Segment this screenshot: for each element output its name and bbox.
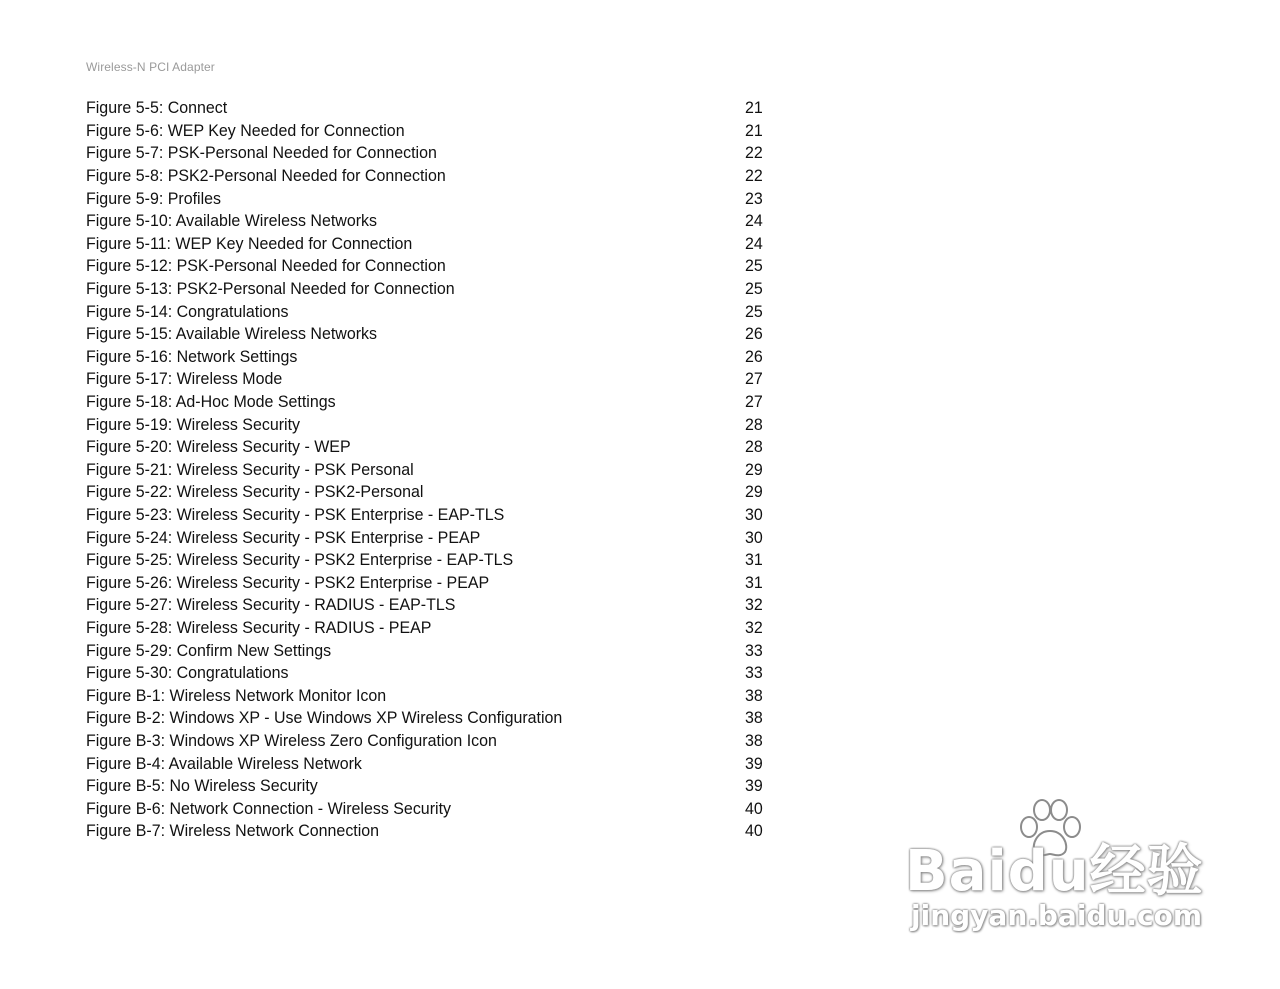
figure-page-number: 24 [745,233,763,253]
figure-entry [86,120,763,143]
figure-title: Figure 5-26: Wireless Security - PSK2 Enterprise - PEAP [86,572,490,592]
figure-title: Figure 5-22: Wireless Security - PSK2-Personal [86,482,424,502]
figure-page-number: 28 [745,437,763,457]
figure-entry [86,684,763,707]
figure-title: Figure B-5: No Wireless Security [86,776,318,796]
figure-page-number: 28 [745,414,763,434]
figure-page-number: 38 [745,685,763,705]
figure-page-number: 33 [745,663,763,683]
figure-entry [86,278,763,301]
figure-title: Figure B-2: Windows XP - Use Windows XP Wireless Configuration [86,708,563,728]
figure-page-number: 39 [745,776,763,796]
watermark-brand: Baidu经验 [905,839,1204,904]
figure-page-number: 25 [745,301,763,321]
figure-page-number: 22 [745,143,763,163]
figure-page-number: 27 [745,392,763,412]
figure-entry [86,639,763,662]
figure-title: Figure 5-21: Wireless Security - PSK Personal [86,459,414,479]
figure-page-number: 31 [745,550,763,570]
running-header: Wireless-N PCI Adapter [86,60,215,74]
figure-title: Figure 5-9: Profiles [86,188,222,208]
figure-page-number: 38 [745,708,763,728]
figure-entry [86,820,763,843]
figure-page-number: 21 [745,98,763,118]
figure-title: Figure 5-5: Connect [86,98,228,118]
figure-entry [86,413,763,436]
figure-entry [86,300,763,323]
figure-page-number: 39 [745,753,763,773]
watermark-url: jingyan.baidu.com [911,899,1203,932]
figure-page-number: 30 [745,504,763,524]
figure-title: Figure 5-7: PSK-Personal Needed for Connection [86,143,437,163]
list-of-figures [86,97,806,843]
figure-entry [86,752,763,775]
figure-page-number: 23 [745,188,763,208]
figure-entry [86,436,763,459]
figure-entry [86,391,763,414]
figure-entry [86,187,763,210]
figure-title: Figure 5-10: Available Wireless Networks [86,211,378,231]
figure-title: Figure 5-23: Wireless Security - PSK Enterprise - EAP-TLS [86,504,505,524]
figure-entry [86,233,763,256]
figure-entry [86,775,763,798]
figure-entry [86,368,763,391]
figure-entry [86,730,763,753]
figure-entry [86,571,763,594]
figure-entry [86,797,763,820]
figure-page-number: 29 [745,459,763,479]
figure-page-number: 30 [745,527,763,547]
figure-title: Figure 5-14: Congratulations [86,301,289,321]
figure-entry [86,210,763,233]
figure-title: Figure 5-13: PSK2-Personal Needed for Connection [86,279,455,299]
figure-entry [86,481,763,504]
figure-title: Figure 5-25: Wireless Security - PSK2 Enterprise - EAP-TLS [86,550,514,570]
figure-title: Figure 5-11: WEP Key Needed for Connection [86,233,413,253]
figure-entry [86,662,763,685]
figure-entry [86,549,763,572]
figure-page-number: 32 [745,617,763,637]
figure-title: Figure 5-18: Ad-Hoc Mode Settings [86,392,336,412]
figure-page-number: 40 [745,798,763,818]
figure-page-number: 27 [745,369,763,389]
figure-title: Figure 5-19: Wireless Security [86,414,301,434]
figure-title: Figure 5-17: Wireless Mode [86,369,283,389]
figure-title: Figure B-1: Wireless Network Monitor Icon [86,685,387,705]
figure-title: Figure B-6: Network Connection - Wireless Security [86,798,451,818]
figure-entry [86,459,763,482]
figure-title: Figure 5-30: Congratulations [86,663,289,683]
figure-page-number: 26 [745,346,763,366]
figure-page-number: 21 [745,120,763,140]
figure-title: Figure 5-6: WEP Key Needed for Connection [86,120,405,140]
figure-page-number: 31 [745,572,763,592]
figure-page-number: 40 [745,821,763,841]
figure-page-number: 25 [745,256,763,276]
figure-title: Figure 5-12: PSK-Personal Needed for Connection [86,256,446,276]
figure-entry [86,707,763,730]
figure-title: Figure 5-20: Wireless Security - WEP [86,437,351,457]
figure-entry [86,97,763,120]
figure-entry [86,255,763,278]
figure-title: Figure 5-8: PSK2-Personal Needed for Connection [86,166,446,186]
figure-title: Figure 5-28: Wireless Security - RADIUS - PEAP [86,617,432,637]
figure-title: Figure 5-27: Wireless Security - RADIUS - EAP-TLS [86,595,456,615]
figure-title: Figure 5-15: Available Wireless Networks [86,324,378,344]
figure-title: Figure 5-16: Network Settings [86,346,298,366]
figure-entry [86,504,763,527]
figure-entry [86,323,763,346]
figure-entry [86,594,763,617]
figure-page-number: 25 [745,279,763,299]
figure-entry [86,142,763,165]
figure-title: Figure B-7: Wireless Network Connection [86,821,380,841]
figure-title: Figure B-3: Windows XP Wireless Zero Configuration Icon [86,730,497,750]
figure-title: Figure 5-24: Wireless Security - PSK Enterprise - PEAP [86,527,481,547]
figure-page-number: 26 [745,324,763,344]
figure-page-number: 38 [745,730,763,750]
figure-entry [86,526,763,549]
figure-title: Figure B-4: Available Wireless Network [86,753,362,773]
figure-title: Figure 5-29: Confirm New Settings [86,640,332,660]
figure-entry [86,346,763,369]
figure-page-number: 32 [745,595,763,615]
figure-page-number: 29 [745,482,763,502]
figure-entry [86,165,763,188]
watermark [905,795,1215,945]
figure-page-number: 24 [745,211,763,231]
figure-entry [86,617,763,640]
figure-page-number: 22 [745,166,763,186]
figure-page-number: 33 [745,640,763,660]
